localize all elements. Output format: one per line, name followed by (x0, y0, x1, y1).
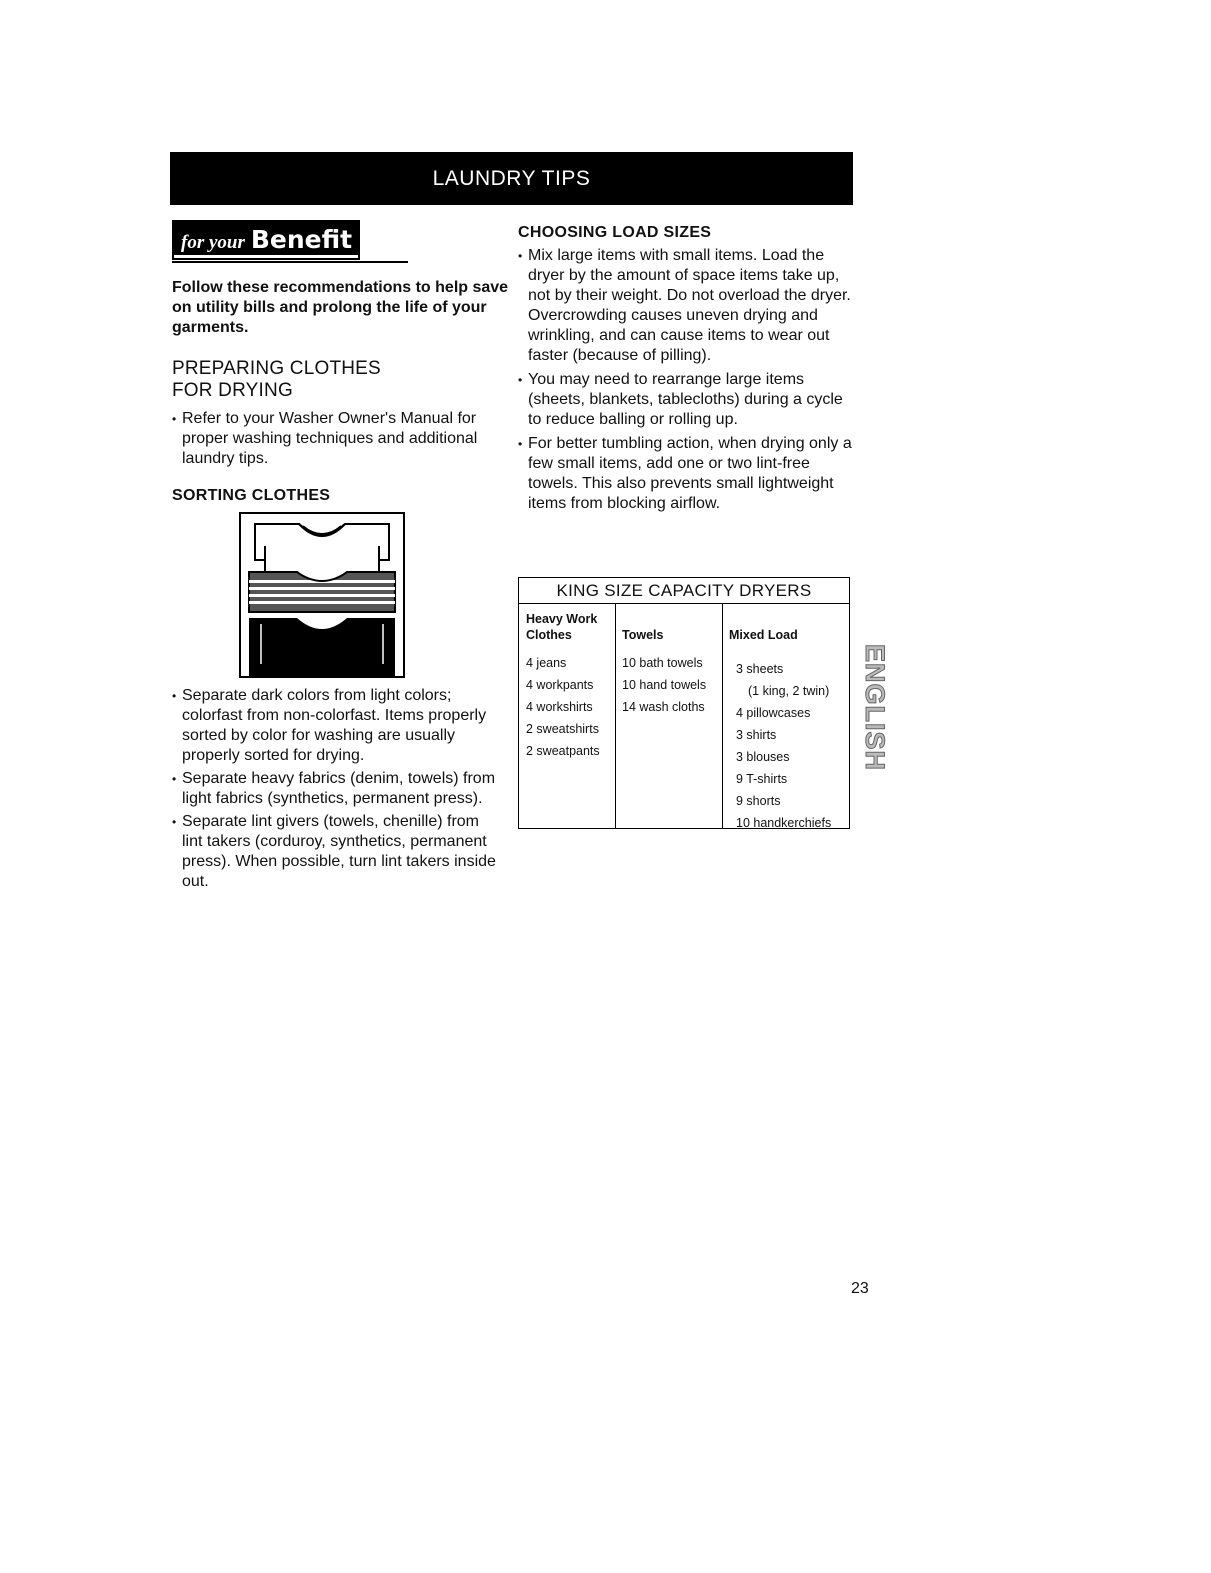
page-number: 23 (851, 1280, 869, 1297)
column-items (622, 652, 706, 718)
preparing-heading (172, 358, 512, 402)
badge-underline (172, 261, 408, 263)
benefit-badge-big: Benefit (250, 225, 353, 254)
capacity-column-mixed-load (722, 604, 849, 828)
table-cell: 3 shirts (736, 728, 777, 742)
table-cell: 10 hand towels (622, 678, 707, 692)
table-cell: 2 sweatpants (526, 744, 600, 758)
table-cell: 3 blouses (736, 750, 790, 764)
table-cell: 9 shorts (736, 794, 781, 808)
table-cell: 3 sheets (736, 662, 784, 676)
list-item: • Refer to your Washer Owner's Manual for proper washing techniques and additional laundry tips. (172, 409, 512, 469)
preparing-list (172, 409, 512, 469)
list-item: • Separate heavy fabrics (denim, towels) from light fabrics (synthetics, permanent press). (172, 769, 502, 809)
capacity-table-title: KING SIZE CAPACITY DRYERS (519, 578, 849, 604)
page-title: LAUNDRY TIPS (432, 166, 591, 190)
column-header-line2: Mixed Load (729, 628, 798, 642)
column-header-line1 (622, 611, 663, 627)
side-tab-label: ENGLISH (859, 643, 890, 771)
column-items (526, 652, 600, 762)
column-header (622, 611, 663, 643)
list-item: • You may need to rearrange large items (sheets, blankets, tablecloths) during a cycle to reduce balling or rolling up. (518, 370, 858, 430)
table-cell: 4 jeans (526, 656, 567, 670)
list-item: • Separate lint givers (towels, chenille) from lint takers (corduroy, synthetics, permanent press). When possible, turn lint takers inside out. (172, 812, 502, 892)
benefit-badge (174, 222, 358, 258)
capacity-table-columns (519, 604, 849, 828)
intro-text: Follow these recommendations to help save on utility bills and prolong the life of your garments. (172, 279, 509, 336)
column-items (736, 658, 831, 834)
table-cell: 2 sweatshirts (526, 722, 599, 736)
table-cell: 10 bath towels (622, 656, 703, 670)
capacity-column-towels (615, 604, 723, 828)
table-cell: (1 king, 2 twin) (748, 684, 830, 698)
column-header-line2: Clothes (526, 628, 572, 642)
preparing-heading-line2: FOR DRYING (172, 380, 293, 401)
table-cell: 14 wash cloths (622, 700, 705, 714)
column-header-line1 (729, 611, 798, 627)
page-header (170, 152, 853, 205)
column-header (729, 611, 798, 643)
preparing-heading-line1: PREPARING CLOTHES (172, 358, 381, 379)
column-header (526, 611, 597, 643)
right-column (518, 224, 858, 518)
table-cell: 4 pillowcases (736, 706, 811, 720)
column-header-line2: Towels (622, 628, 664, 642)
table-cell: 10 handkerchiefs (736, 816, 832, 830)
sorting-heading: SORTING CLOTHES (172, 487, 331, 504)
load-sizes-list (518, 246, 858, 514)
capacity-column-heavy-work (519, 604, 616, 828)
capacity-table (518, 577, 850, 829)
table-cell: 4 workshirts (526, 700, 593, 714)
table-cell: 4 workpants (526, 678, 594, 692)
list-item: • Mix large items with small items. Load the dryer by the amount of space items take up, not by their weight. Do not overload the dryer. Overcrowding causes uneven drying and wrinkling, and can cause items to wear out faster (because of pilling). (518, 246, 858, 366)
benefit-badge-small: for your (181, 232, 245, 253)
language-side-tab (860, 614, 888, 800)
load-sizes-heading: CHOOSING LOAD SIZES (518, 224, 712, 241)
stacked-shirts-icon (239, 512, 405, 678)
list-item: • Separate dark colors from light colors; colorfast from non-colorfast. Items properly sorted by color for washing are usually properly sorted for drying. (172, 686, 502, 766)
table-cell: 9 T-shirts (736, 772, 788, 786)
column-header-line1: Heavy Work (526, 612, 598, 626)
left-column (172, 222, 512, 505)
sorting-list (172, 686, 502, 895)
list-item: • For better tumbling action, when drying only a few small items, add one or two lint-free towels. This also prevents small lightweight items from blocking airflow. (518, 434, 858, 514)
